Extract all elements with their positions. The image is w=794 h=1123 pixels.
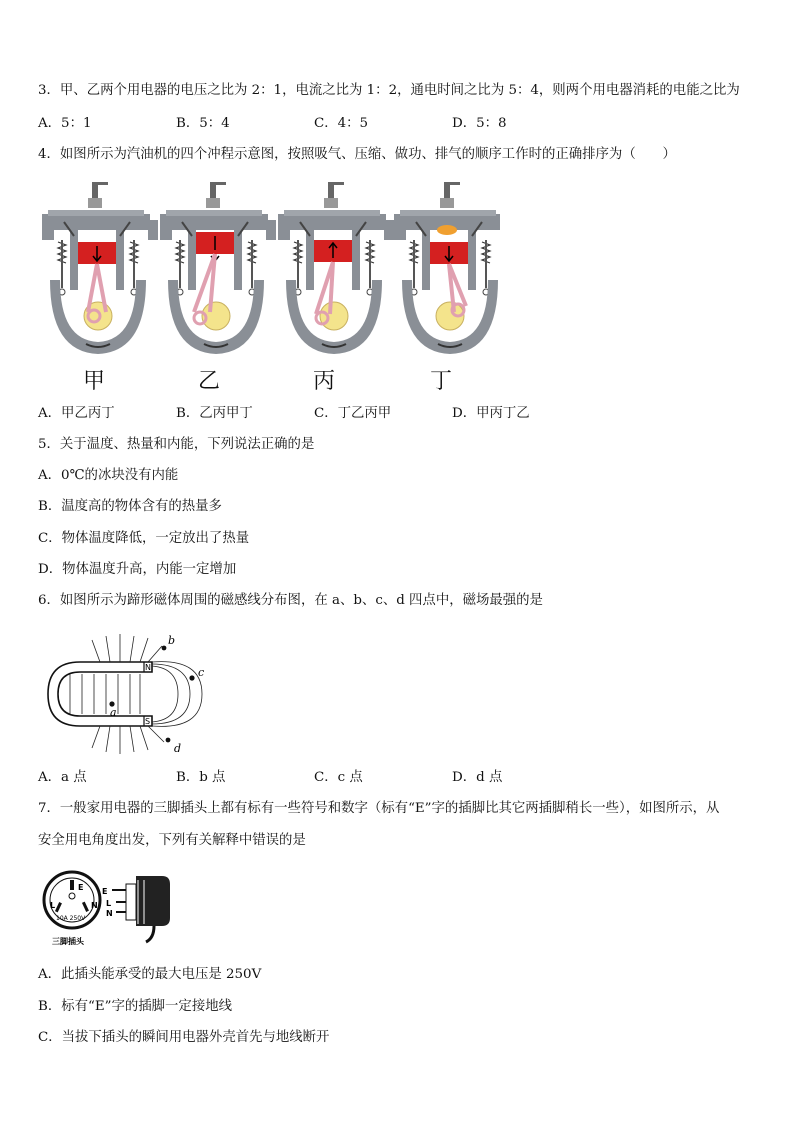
magnet-pole-n: N [145, 663, 151, 672]
engine-ding [394, 182, 500, 354]
plug-rating: 10A 250V [56, 915, 86, 922]
q3-stem: 3．甲、乙两个用电器的电压之比为 2：1，电流之比为 1：2，通电时间之比为 5：4，则两个用电器消耗的电能之比为 [38, 83, 740, 98]
engine-label-jia: 甲 [83, 369, 106, 394]
plug-caption: 三脚插头 [52, 937, 84, 946]
plug-side-label-n: N [106, 909, 113, 918]
engine-strokes-figure [40, 180, 500, 365]
engine-bing [278, 182, 394, 354]
engine-label-bing: 丙 [313, 369, 336, 394]
q4-stem: 4．如图所示为汽油机的四个冲程示意图，按照吸气、压缩、做功、排气的顺序工作时的正确排序为（ ） [38, 147, 676, 162]
q5-option-a: A．0℃的冰块没有内能 [38, 468, 179, 483]
plug-side-label-e: E [102, 887, 108, 896]
q7-stem-line1: 7．一般家用电器的三脚插头上都有标有一些符号和数字（标有“E”字的插脚比其它两插脚稍长一些），如图所示，从 [38, 801, 720, 816]
q6-option-c: C．c 点 [314, 770, 363, 785]
engine-label-ding: 丁 [430, 369, 453, 394]
q3-option-c: C．4：5 [314, 116, 369, 131]
q6-option-a: A．a 点 [38, 770, 87, 785]
q7-option-c: C．当拔下插头的瞬间用电器外壳首先与地线断开 [38, 1030, 330, 1045]
plug-label-e: E [78, 883, 84, 892]
horseshoe-magnet-figure [40, 628, 220, 760]
q5-option-b: B．温度高的物体含有的热量多 [38, 499, 222, 514]
q3-option-b: B．5：4 [176, 116, 230, 131]
point-label-d: d [174, 742, 182, 755]
engine-yi [160, 182, 276, 354]
q4-option-c: C．丁乙丙甲 [314, 406, 392, 421]
q4-option-d: D．甲丙丁乙 [452, 406, 530, 421]
q4-option-b: B．乙丙甲丁 [176, 406, 253, 421]
plug-label-n: N [91, 901, 98, 910]
q6-stem: 6．如图所示为蹄形磁体周围的磁感线分布图，在 a、b、c、d 四点中，磁场最强的是 [38, 593, 543, 608]
q6-option-d: D．d 点 [452, 770, 503, 785]
q6-option-b: B．b 点 [176, 770, 226, 785]
q7-option-b: B．标有“E”字的插脚一定接地线 [38, 999, 232, 1014]
point-label-c: c [198, 666, 205, 679]
plug-side-label-l: L [106, 899, 112, 908]
q5-option-c: C．物体温度降低，一定放出了热量 [38, 531, 250, 546]
q7-stem-line2: 安全用电角度出发，下列有关解释中错误的是 [38, 833, 306, 848]
point-label-a: a [110, 706, 117, 719]
q3-option-d: D．5：8 [452, 116, 507, 131]
q3-option-a: A．5：1 [38, 116, 92, 131]
plug-label-l: L [50, 901, 56, 910]
q5-option-d: D．物体温度升高，内能一定增加 [38, 562, 237, 577]
q4-option-a: A．甲乙丙丁 [38, 406, 115, 421]
engine-label-yi: 乙 [198, 369, 221, 394]
magnet-pole-s: S [145, 717, 151, 726]
q7-option-a: A．此插头能承受的最大电压是 250V [38, 967, 262, 982]
engine-jia [42, 182, 158, 354]
point-label-b: b [168, 634, 176, 647]
q5-stem: 5．关于温度、热量和内能，下列说法正确的是 [38, 437, 315, 452]
three-pin-plug-figure [42, 868, 182, 950]
